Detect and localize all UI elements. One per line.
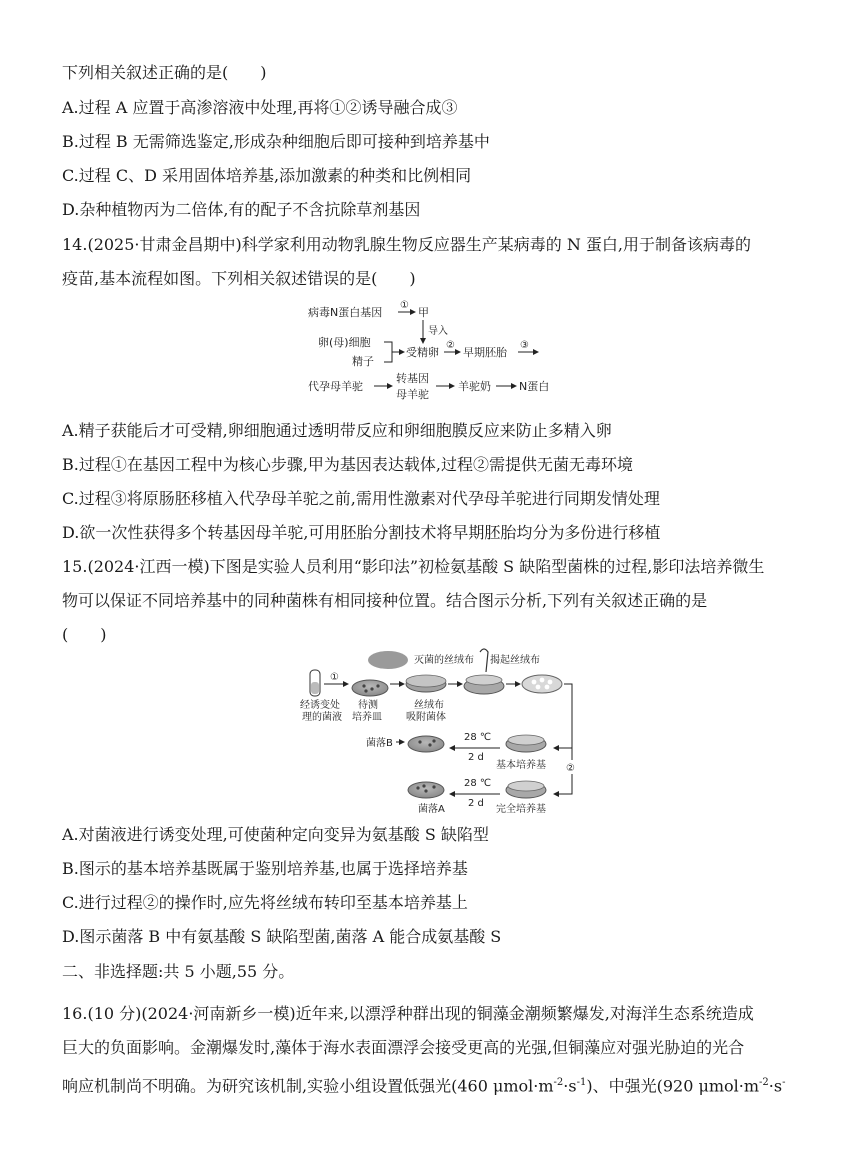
q14-option-d: D.欲一次性获得多个转基因母羊驼,可用胚胎分割技术将早期胚胎均分为多份进行移植	[62, 523, 661, 542]
q15-option-b: B.图示的基本培养基既属于鉴别培养基,也属于选择培养基	[62, 859, 468, 878]
q15-basic-medium-label: 基本培养基	[496, 760, 546, 771]
q15-option-d: D.图示菌落 B 中有氨基酸 S 缺陷型菌,菌落 A 能合成氨基酸 S	[62, 927, 502, 946]
q16-line3: 响应机制尚不明确。为研究该机制,实验小组设置低强光(460 $\mu mol\cdot m^{-2}\cdot s^{-1}$)、中强光(920 $\mu mol\cdot m^{-2}\cdot s^-$	[62, 1076, 786, 1096]
svg-text:导入: 导入	[428, 326, 448, 337]
q14-option-a: A.精子获能后才可受精,卵细胞通过透明带反应和卵细胞膜反应来防止多精入卵	[62, 421, 612, 440]
q14-fertilized-label: 受精卵	[406, 346, 439, 359]
q16-line2: 巨大的负面影响。金潮爆发时,藻体于海水表面漂浮会接受更高的光强,但铜藻应对强光胁迫的光合	[62, 1038, 745, 1057]
section-heading: 二、非选择题:共 5 小题,55 分。	[62, 962, 295, 981]
q13-option-d: D.杂种植物丙为二倍体,有的配子不含抗除草剂基因	[62, 200, 421, 219]
q13-option-c: C.过程 C、D 采用固体培养基,添加激素的种类和比例相同	[62, 166, 472, 185]
q15-cloth-adsorb-label-1: 丝绒布	[414, 700, 444, 711]
q14-option-b: B.过程①在基因工程中为核心步骤,甲为基因表达载体,过程②需提供无菌无毒环境	[62, 455, 634, 474]
q15-replica-plating-diagram	[296, 644, 586, 816]
q15-option-a: A.对菌液进行诱变处理,可使菌种定向变异为氨基酸 S 缺陷型	[62, 825, 489, 844]
q13-option-a: A.过程 A 应置于高渗溶液中处理,再将①②诱导融合成③	[62, 98, 458, 117]
q14-option-c: C.过程③将原肠胚移植入代孕母羊驼之前,需用性激素对代孕母羊驼进行同期发情处理	[62, 489, 660, 508]
q15-tube-label-2: 理的菌液	[302, 712, 342, 723]
svg-text:③: ③	[520, 340, 529, 351]
q15-option-c: C.进行过程②的操作时,应先将丝绒布转印至基本培养基上	[62, 893, 468, 912]
q15-lift-label: 揭起丝绒布	[490, 655, 540, 666]
q14-jia-label: 甲	[418, 306, 429, 319]
q15-cloth-adsorb-label-2: 吸附菌体	[406, 712, 446, 723]
q15-stem-line1: 15.(2024·江西一模)下图是实验人员利用“影印法”初检氨基酸 S 缺陷型菌株的过程,影印法培养微生	[62, 557, 765, 576]
q16-line1: 16.(10 分)(2024·河南新乡一模)近年来,以漂浮种群出现的铜藻金潮频繁爆发,对海洋生态系统造成	[62, 1004, 754, 1023]
q14-transgenic-label-2: 母羊驼	[396, 388, 429, 401]
q15-stem-line2: 物可以保证不同培养基中的同种菌株有相同接种位置。结合图示分析,下列有关叙述正确的是	[62, 591, 708, 610]
svg-text:②: ②	[446, 340, 455, 351]
q15-temp-label-2: 28 ℃	[464, 778, 492, 789]
svg-text:①: ①	[400, 300, 409, 311]
test-dish-shape	[352, 680, 388, 696]
q15-complete-medium-label: 完全培养基	[496, 804, 546, 815]
svg-text:②: ②	[566, 763, 575, 774]
q15-stem-line3: ( )	[62, 625, 107, 644]
svg-text:①: ①	[330, 672, 339, 683]
q14-milk-label: 羊驼奶	[458, 380, 491, 393]
q14-stem-line1: 14.(2025·甘肃金昌期中)科学家利用动物乳腺生物反应器生产某病毒的 N 蛋白,用于制备该病毒的	[62, 235, 751, 254]
q14-flow-diagram	[300, 298, 580, 410]
basic-result-dish-shape	[408, 736, 444, 752]
q15-cloth-label: 灭菌的丝绒布	[414, 655, 474, 666]
q14-protein-label: N蛋白	[519, 380, 550, 393]
q14-transgenic-label-1: 转基因	[396, 372, 429, 385]
q15-days-label-1: 2 d	[468, 752, 484, 763]
velvet-cloth-shape	[368, 651, 408, 669]
q15-dish-label-1: 待测	[358, 700, 378, 711]
q14-egg-label: 卵(母)细胞	[318, 336, 371, 349]
q14-stem-line2: 疫苗,基本流程如图。下列相关叙述错误的是( )	[62, 269, 416, 288]
q14-gene-label: 病毒N蛋白基因	[308, 306, 383, 319]
q13-option-b: B.过程 B 无需筛选鉴定,形成杂种细胞后即可接种到培养基中	[62, 132, 490, 151]
q15-dish-label-2: 培养皿	[352, 712, 382, 723]
q15-colony-b-label: 菌落B	[366, 738, 393, 749]
q15-temp-label-1: 28 ℃	[464, 732, 492, 743]
q13-stem: 下列相关叙述正确的是( )	[62, 63, 267, 82]
q14-surrogate-label: 代孕母羊驼	[308, 380, 363, 393]
q14-sperm-label: 精子	[352, 355, 374, 368]
q15-colony-a-label: 菌落A	[418, 804, 445, 815]
q15-days-label-2: 2 d	[468, 798, 484, 809]
q14-embryo-label: 早期胚胎	[463, 346, 507, 359]
q15-tube-label-1: 经诱变处	[300, 700, 340, 711]
